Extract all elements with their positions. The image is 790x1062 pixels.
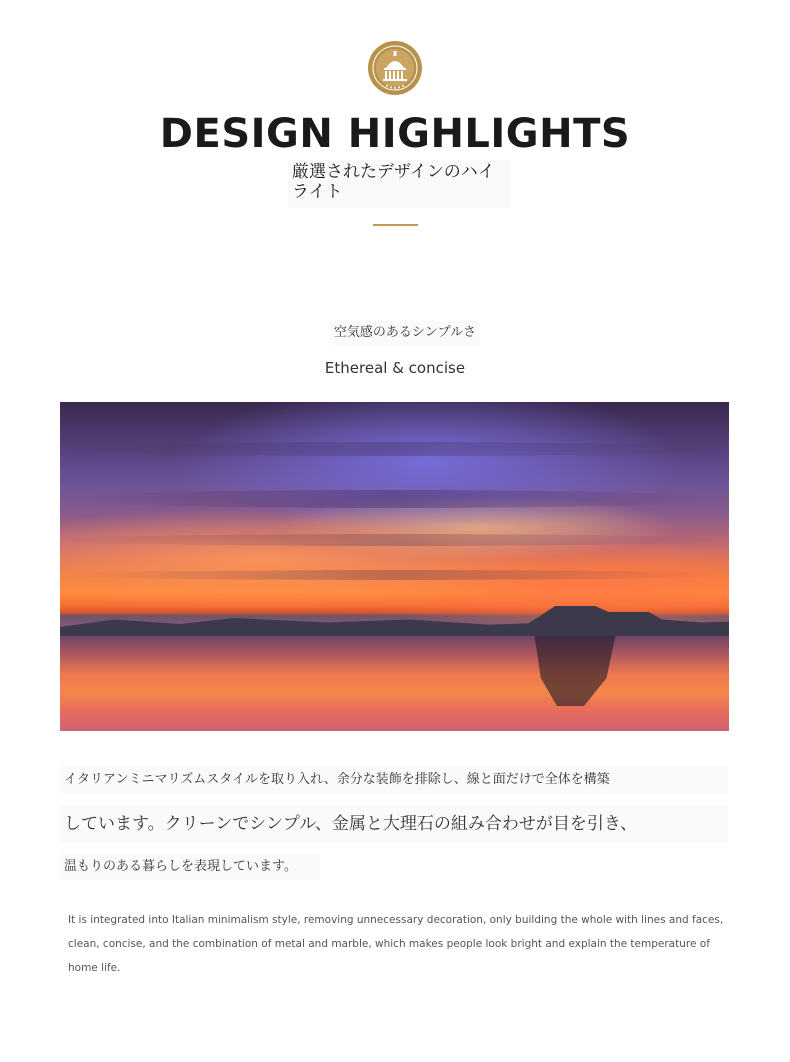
water-reflection bbox=[60, 636, 729, 731]
cloud-band bbox=[60, 534, 729, 546]
page-subtitle-jp: 厳選されたデザインのハイライト bbox=[288, 160, 510, 208]
body-text-jp-line-2: しています。クリーンでシンプル、金属と大理石の組み合わせが目を引き、 bbox=[60, 805, 728, 843]
section-subtitle-en: Ethereal & concise bbox=[324, 359, 466, 377]
cloud-band bbox=[60, 570, 729, 580]
title-divider bbox=[373, 224, 418, 226]
section-subtitle-jp: 空気感のあるシンプルさ bbox=[330, 321, 480, 345]
page-title: DESIGN HIGHLIGHTS bbox=[159, 111, 631, 157]
brand-logo bbox=[367, 40, 423, 96]
sunset-lake-image bbox=[60, 402, 729, 731]
cloud-band bbox=[60, 490, 729, 508]
body-text-jp-line-1: イタリアンミニマリズムスタイルを取り入れ、余分な装飾を排除し、線と面だけで全体を構築 bbox=[60, 766, 728, 793]
capitol-dome-seal-icon bbox=[367, 40, 423, 96]
cloud-band bbox=[60, 442, 729, 456]
mesa-silhouette bbox=[60, 606, 729, 636]
body-text-jp-line-3: 温もりのある暮らしを表現しています。 bbox=[60, 854, 320, 880]
body-text-en: It is integrated into Italian minimalism style, removing unnecessary decoration, only building the whole with lines and faces, clean, concise, and the combination of metal and marble, which makes people look bright and explain the temperature of home life. bbox=[68, 914, 724, 974]
